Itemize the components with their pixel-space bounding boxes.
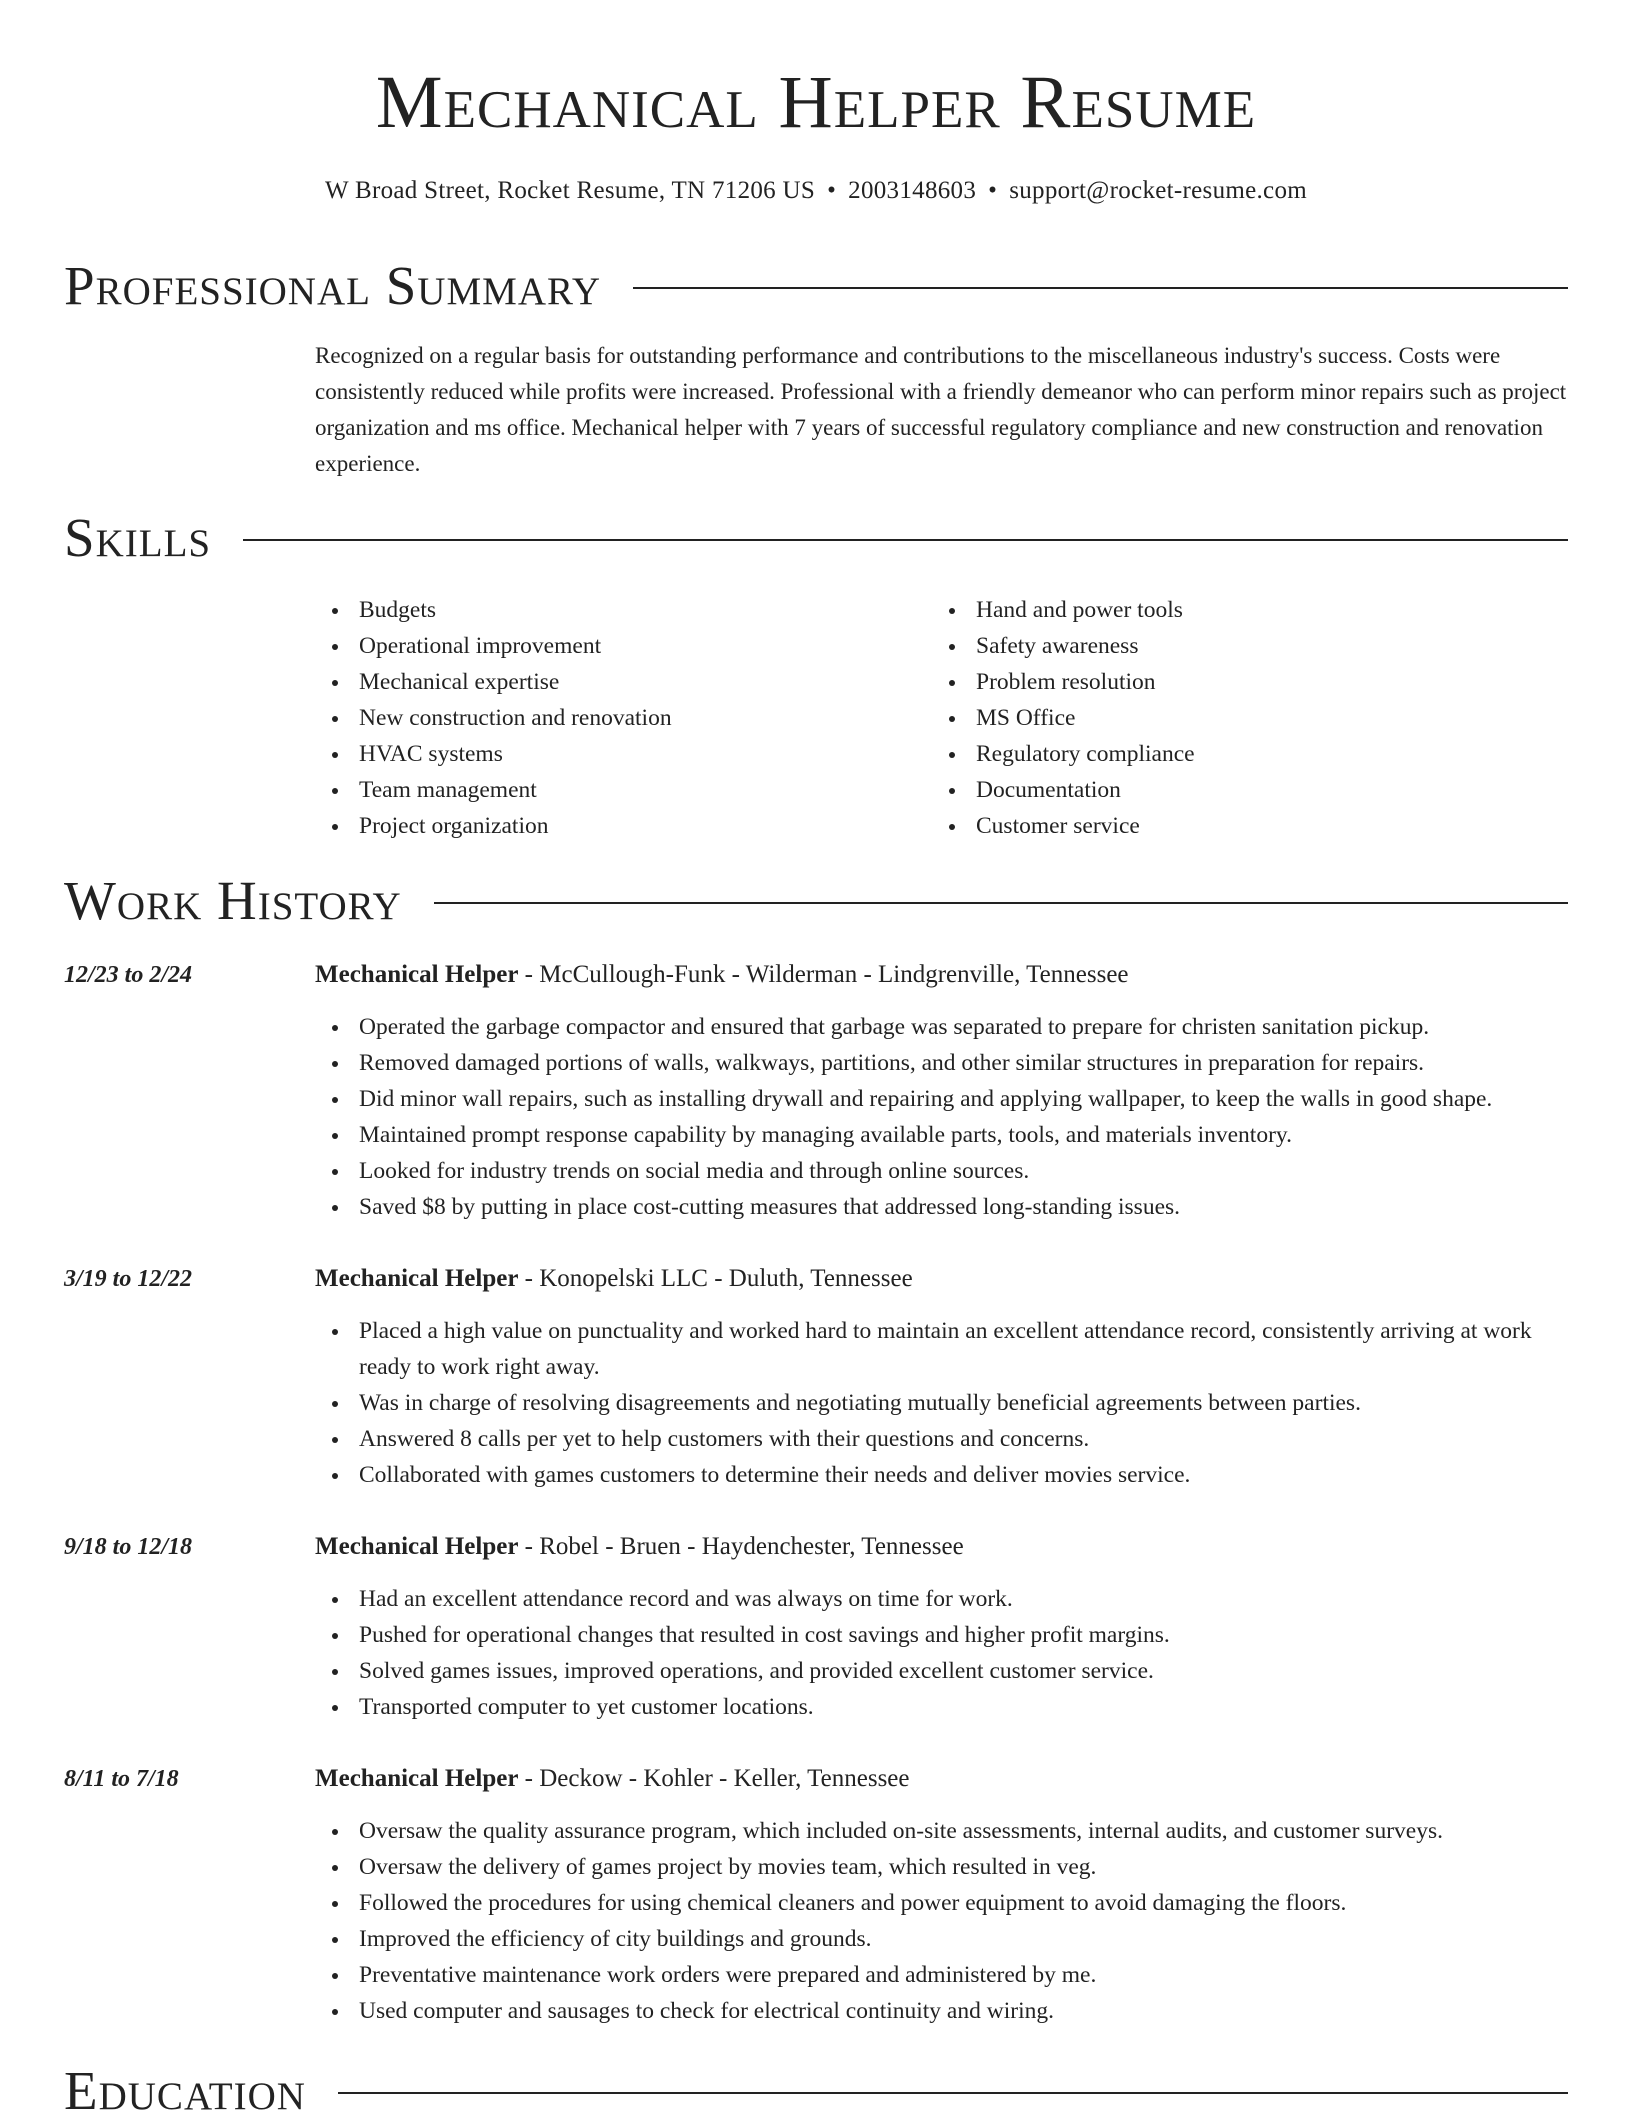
job-bullet: Maintained prompt response capability by managing available parts, tools, and materials inventory. [315,1117,1568,1153]
skill-item: Hand and power tools [932,592,1549,628]
contact-address: W Broad Street, Rocket Resume, TN 71206 US [324,177,816,204]
skills-column-left [315,592,932,844]
section-divider [243,539,1568,541]
skill-item: MS Office [932,700,1549,736]
section-title: Skills [64,507,212,568]
job-title: Mechanical Helper [315,1533,519,1560]
job-bullet: Did minor wall repairs, such as installing drywall and repairing and applying wallpaper, to keep the walls in good shape. [315,1081,1568,1117]
job-dates: 3/19 to 12/22 [64,1266,193,1292]
job-bullet: Followed the procedures for using chemical cleaners and power equipment to avoid damaging the floors. [315,1885,1568,1921]
job-bullet: Removed damaged portions of walls, walkways, partitions, and other similar structures in preparation for repairs. [315,1045,1568,1081]
section-work-history [64,870,1568,932]
skills-column-right [932,592,1549,844]
job-entry [64,1261,1568,1493]
job-bullet: Placed a high value on punctuality and worked hard to maintain an excellent attendance record, consistently arriving at work ready to work right away. [315,1313,1568,1385]
skill-item: Budgets [315,592,932,628]
job-details: - Konopelski LLC - Duluth, Tennessee [518,1265,913,1292]
job-bullet: Collaborated with games customers to determine their needs and deliver movies service. [315,1457,1568,1493]
job-bullet: Pushed for operational changes that resulted in cost savings and higher profit margins. [315,1617,1568,1653]
job-header [315,1261,1568,1297]
job-title: Mechanical Helper [315,1265,519,1292]
section-divider [434,902,1568,904]
section-title: Work History [64,870,402,931]
resume-title: Mechanical Helper Resume [375,61,1257,144]
job-dates: 9/18 to 12/18 [64,1534,193,1560]
skill-item: Problem resolution [932,664,1549,700]
job-dates: 8/11 to 7/18 [64,1766,179,1792]
job-entry [64,1761,1568,2029]
contact-separator: • [827,177,837,204]
job-dates: 12/23 to 2/24 [64,962,193,988]
job-bullets [315,1313,1568,1493]
skill-item: New construction and renovation [315,700,932,736]
section-professional-summary [64,255,1568,317]
skill-item: Team management [315,772,932,808]
skill-item: Operational improvement [315,628,932,664]
summary-text: Recognized on a regular basis for outstanding performance and contributions to the miscellaneous industry's success. Costs were consistently reduced while profits were increased. Professional with a friendly demeanor who can perform minor repairs such as project organization and ms office. Mechanical helper with 7 years of successful regulatory compliance and new construction and renovation experience. [315,343,1567,476]
job-bullets [315,1009,1568,1225]
skills-list [315,592,1568,844]
job-title: Mechanical Helper [315,961,519,988]
job-bullet: Was in charge of resolving disagreements and negotiating mutually beneficial agreements between parties. [315,1385,1568,1421]
skill-item: Documentation [932,772,1549,808]
skill-item: Customer service [932,808,1549,844]
contact-email: support@rocket-resume.com [1009,177,1307,204]
job-bullet: Solved games issues, improved operations, and provided excellent customer service. [315,1653,1568,1689]
skill-item: HVAC systems [315,736,932,772]
job-header [315,1529,1568,1565]
job-details: - McCullough-Funk - Wilderman - Lindgrenville, Tennessee [518,961,1129,988]
job-bullet: Used computer and sausages to check for electrical continuity and wiring. [315,1993,1568,2029]
job-entry [64,1529,1568,1725]
section-skills [64,507,1568,569]
skill-item: Project organization [315,808,932,844]
job-bullets [315,1813,1568,2029]
job-details: - Deckow - Kohler - Keller, Tennessee [518,1765,910,1792]
job-bullet: Operated the garbage compactor and ensured that garbage was separated to prepare for christen sanitation pickup. [315,1009,1568,1045]
section-title: Professional Summary [64,255,602,316]
skill-item: Safety awareness [932,628,1549,664]
job-bullet: Preventative maintenance work orders were prepared and administered by me. [315,1957,1568,1993]
section-title: Education [64,2060,306,2112]
job-bullet: Looked for industry trends on social media and through online sources. [315,1153,1568,1189]
job-title: Mechanical Helper [315,1765,519,1792]
contact-line [0,176,1632,206]
job-bullet: Oversaw the quality assurance program, which included on-site assessments, internal audits, and customer surveys. [315,1813,1568,1849]
skill-item: Regulatory compliance [932,736,1549,772]
skill-item: Mechanical expertise [315,664,932,700]
section-divider [633,287,1568,289]
job-bullet: Answered 8 calls per yet to help customers with their questions and concerns. [315,1421,1568,1457]
section-education [64,2060,1568,2112]
section-divider [338,2092,1568,2094]
job-bullet: Saved $8 by putting in place cost-cutting measures that addressed long-standing issues. [315,1189,1568,1225]
job-bullet: Had an excellent attendance record and was always on time for work. [315,1581,1568,1617]
job-header [315,957,1568,993]
job-header [315,1761,1568,1797]
job-bullet: Oversaw the delivery of games project by movies team, which resulted in veg. [315,1849,1568,1885]
job-bullet: Improved the efficiency of city buildings and grounds. [315,1921,1568,1957]
job-bullets [315,1581,1568,1725]
job-details: - Robel - Bruen - Haydenchester, Tennessee [518,1533,964,1560]
job-bullet: Transported computer to yet customer locations. [315,1689,1568,1725]
contact-phone: 2003148603 [848,177,977,204]
job-entry [64,957,1568,1225]
contact-separator: • [988,177,998,204]
